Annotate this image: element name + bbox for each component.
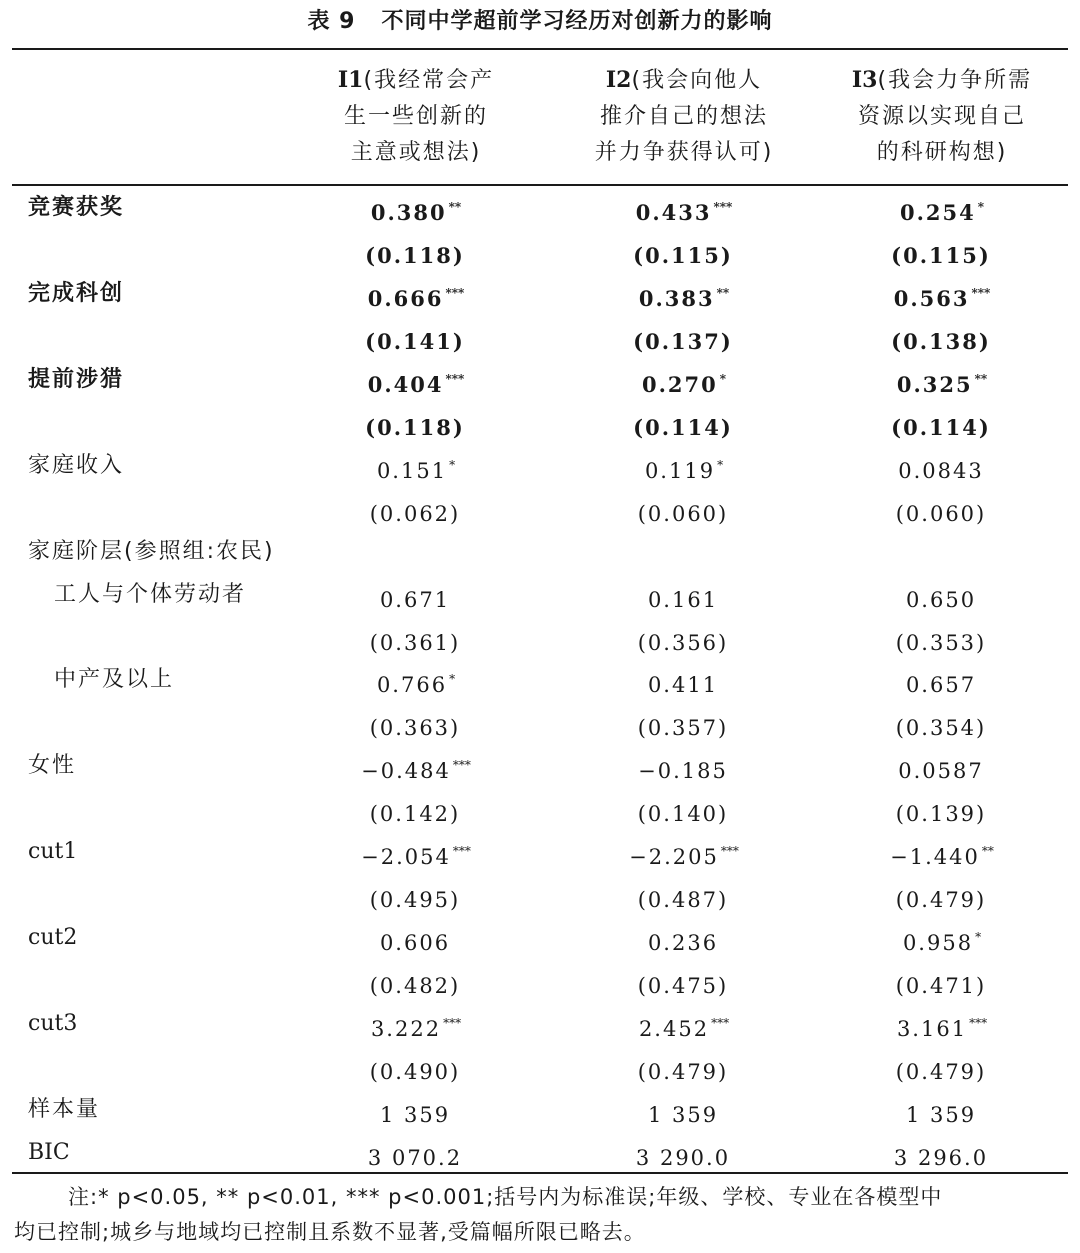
table-row — [0, 186, 1080, 229]
column-header-i2 — [564, 62, 804, 171]
coefficient: (0.479) — [637, 1060, 729, 1084]
coefficient: (0.354) — [895, 716, 987, 741]
coefficient: (0.118) — [365, 414, 465, 440]
table-row — [0, 530, 1080, 573]
cell-value-i1 — [296, 444, 536, 493]
top-rule — [12, 48, 1068, 50]
coefficient: 0.236 — [647, 931, 719, 956]
table-caption: 不同中学超前学习经历对创新力的影响 — [381, 9, 773, 34]
cell-value-i3 — [822, 701, 1062, 750]
significance-stars: *** — [713, 200, 733, 214]
cell-value-i3 — [822, 229, 1062, 277]
row-label: BIC — [28, 1139, 70, 1165]
cell-value-i1 — [296, 658, 536, 707]
cell-value-i3 — [822, 272, 1062, 320]
cell-value-i2 — [564, 658, 804, 707]
coefficient: (0.361) — [369, 630, 461, 655]
cell-value-i1 — [296, 573, 536, 622]
table-row — [0, 830, 1080, 873]
column-code: I3 — [851, 67, 878, 93]
cell-value-i3 — [822, 358, 1062, 406]
note-line-1: 注:* p<0.05, ** p<0.01, *** p<0.001;括号内为标准误;年级、学校、专业在各模型中 — [68, 1185, 943, 1209]
significance-stars: * — [977, 200, 985, 214]
table-row — [0, 658, 1080, 701]
coefficient: (0.139) — [895, 802, 987, 827]
table-row — [0, 1045, 1080, 1088]
cell-value-i3 — [822, 873, 1062, 922]
cell-value-i3 — [822, 1002, 1062, 1051]
coefficient: 0.0843 — [898, 458, 984, 483]
row-label: 样本量 — [28, 1096, 101, 1122]
cell-value-i2 — [564, 1088, 804, 1137]
cell-value-i2 — [564, 830, 804, 879]
coefficient: (0.114) — [891, 414, 991, 440]
cell-value-i3 — [822, 959, 1062, 1008]
cell-value-i2 — [564, 186, 804, 234]
cell-value-i2 — [564, 444, 804, 493]
coefficient: (0.060) — [895, 501, 987, 526]
table-row — [0, 959, 1080, 1002]
cell-value-i1 — [296, 916, 536, 965]
significance-stars: * — [717, 457, 724, 472]
cell-value-i2 — [564, 1002, 804, 1051]
coefficient: 0.958 — [902, 931, 974, 956]
significance-stars: * — [975, 930, 982, 945]
table-row — [0, 573, 1080, 616]
coefficient: 1 359 — [905, 1102, 977, 1127]
cell-value-i1 — [296, 315, 536, 363]
table-row — [0, 1131, 1080, 1174]
cell-value-i2 — [564, 701, 804, 750]
significance-stars: ** — [974, 371, 988, 386]
coefficient: (0.115) — [891, 242, 991, 268]
cell-value-i3 — [822, 658, 1062, 707]
significance-stars: ** — [448, 200, 462, 214]
coefficient: 0.411 — [647, 673, 719, 698]
table-row — [0, 229, 1080, 272]
cell-value-i3 — [822, 444, 1062, 493]
cell-value-i3 — [822, 787, 1062, 836]
coefficient: 3.161 — [896, 1017, 968, 1042]
table-row — [0, 616, 1080, 659]
cell-value-i1 — [296, 487, 536, 536]
coefficient: 0.151 — [376, 458, 448, 483]
significance-stars: *** — [452, 758, 471, 773]
column-header-i3 — [822, 62, 1062, 171]
coefficient: 0.325 — [896, 371, 973, 397]
cell-value-i2 — [564, 315, 804, 363]
cell-value-i1 — [296, 186, 536, 234]
cell-value-i2 — [564, 573, 804, 622]
cell-value-i3 — [822, 1088, 1062, 1137]
cell-value-i2 — [564, 1045, 804, 1094]
cell-value-i2 — [564, 744, 804, 793]
coefficient: 3 290.0 — [635, 1145, 731, 1170]
cell-value-i3 — [822, 916, 1062, 965]
note-line-2: 均已控制;城乡与地域均已控制且系数不显著,受篇幅所限已略去。 — [14, 1220, 646, 1244]
significance-stars: * — [719, 371, 727, 386]
cell-value-i3 — [822, 744, 1062, 793]
coefficient: 0.671 — [379, 587, 451, 612]
coefficient: (0.356) — [637, 630, 729, 655]
coefficient: 0.383 — [638, 285, 715, 311]
significance-stars: *** — [969, 1016, 988, 1031]
coefficient: (0.114) — [633, 414, 733, 440]
coefficient: (0.140) — [637, 802, 729, 827]
cell-value-i2 — [564, 229, 804, 277]
column-header-line: (我会向他人 — [631, 68, 763, 93]
row-label: 家庭阶层(参照组:农民) — [28, 538, 275, 564]
coefficient: (0.482) — [369, 974, 461, 999]
coefficient: 0.433 — [635, 200, 712, 225]
coefficient: (0.142) — [369, 802, 461, 827]
table-row — [0, 487, 1080, 530]
cell-value-i1 — [296, 1088, 536, 1137]
cell-value-i2 — [564, 272, 804, 320]
cell-value-i3 — [822, 616, 1062, 665]
coefficient: 0.0587 — [898, 759, 984, 784]
cell-value-i3 — [822, 830, 1062, 879]
cell-value-i2 — [564, 787, 804, 836]
coefficient: 0.119 — [644, 458, 716, 483]
cell-value-i1 — [296, 744, 536, 793]
coefficient: 3 070.2 — [367, 1145, 463, 1170]
coefficient: (0.495) — [369, 888, 461, 913]
coefficient: 0.254 — [899, 200, 976, 225]
cell-value-i3 — [822, 530, 1062, 579]
coefficient: (0.115) — [633, 242, 733, 268]
coefficient: −2.054 — [361, 845, 451, 870]
table-row — [0, 272, 1080, 315]
table-row — [0, 358, 1080, 401]
cell-value-i1 — [296, 530, 536, 579]
row-label: 竞赛获奖 — [28, 195, 125, 220]
cell-value-i1 — [296, 1002, 536, 1051]
coefficient: 0.380 — [370, 200, 447, 225]
coefficient: 0.657 — [905, 673, 977, 698]
cell-value-i1 — [296, 401, 536, 449]
cell-value-i3 — [822, 573, 1062, 622]
coefficient: 3.222 — [370, 1017, 442, 1042]
table-row — [0, 916, 1080, 959]
table-row — [0, 744, 1080, 787]
column-code: I2 — [605, 67, 632, 93]
column-header-i1 — [296, 62, 536, 171]
table-row — [0, 787, 1080, 830]
significance-stars: *** — [971, 285, 991, 300]
cell-value-i1 — [296, 272, 536, 320]
coefficient: −0.484 — [361, 759, 451, 784]
coefficient: 0.563 — [893, 285, 970, 311]
coefficient: (0.141) — [365, 328, 465, 354]
table-title — [0, 4, 1080, 35]
coefficient: −1.440 — [890, 845, 980, 870]
coefficient: (0.490) — [369, 1060, 461, 1084]
coefficient: 0.270 — [641, 371, 718, 397]
table-number: 表 9 — [307, 9, 356, 34]
coefficient: −2.205 — [629, 845, 719, 870]
column-header-line: (我经常会产 — [363, 68, 495, 93]
table-row — [0, 1002, 1080, 1045]
column-header-line: 生一些创新的 — [343, 104, 488, 129]
coefficient: 2.452 — [638, 1017, 710, 1042]
cell-value-i1 — [296, 701, 536, 750]
coefficient: (0.062) — [369, 501, 461, 526]
row-label: 中产及以上 — [54, 667, 175, 693]
significance-stars: *** — [445, 285, 465, 300]
coefficient: 0.404 — [367, 371, 444, 397]
table-row — [0, 1088, 1080, 1131]
cell-value-i3 — [822, 315, 1062, 363]
coefficient: 0.666 — [367, 285, 444, 311]
coefficient: (0.487) — [637, 888, 729, 913]
column-header-line: 主意或想法) — [350, 140, 482, 165]
column-header-line: 并力争获得认可) — [594, 140, 774, 165]
significance-stars: *** — [720, 844, 739, 859]
coefficient: (0.118) — [365, 242, 465, 268]
table-row — [0, 701, 1080, 744]
table-note — [14, 1180, 1070, 1250]
coefficient: (0.363) — [369, 716, 461, 741]
row-label: cut3 — [28, 1011, 78, 1037]
cell-value-i1 — [296, 616, 536, 665]
significance-stars: ** — [981, 844, 994, 859]
column-header-line: 资源以实现自己 — [857, 104, 1026, 129]
row-label: 提前涉猎 — [28, 366, 125, 392]
table-row — [0, 444, 1080, 487]
significance-stars: ** — [716, 285, 730, 300]
coefficient: −0.185 — [638, 759, 728, 784]
coefficient: 0.650 — [905, 587, 977, 612]
row-label: 完成科创 — [28, 280, 125, 306]
cell-value-i1 — [296, 787, 536, 836]
table-row — [0, 401, 1080, 444]
cell-value-i2 — [564, 530, 804, 579]
row-label: cut1 — [28, 839, 78, 865]
significance-stars: * — [449, 672, 456, 687]
coefficient: (0.475) — [637, 974, 729, 999]
bottom-rule — [12, 1172, 1068, 1174]
column-header-line: 的科研构想) — [876, 140, 1008, 165]
row-label: 工人与个体劳动者 — [54, 581, 247, 607]
column-header-line: (我会力争所需 — [877, 68, 1033, 93]
table-row — [0, 873, 1080, 916]
cell-value-i3 — [822, 1045, 1062, 1094]
coefficient: (0.137) — [633, 328, 733, 354]
cell-value-i2 — [564, 916, 804, 965]
cell-value-i2 — [564, 401, 804, 449]
significance-stars: *** — [445, 371, 465, 386]
cell-value-i2 — [564, 616, 804, 665]
row-label: cut2 — [28, 925, 78, 951]
coefficient: (0.357) — [637, 716, 729, 741]
coefficient: (0.479) — [895, 1060, 987, 1084]
cell-value-i1 — [296, 873, 536, 922]
cell-value-i1 — [296, 1045, 536, 1094]
cell-value-i3 — [822, 186, 1062, 234]
cell-value-i1 — [296, 959, 536, 1008]
column-code: I1 — [337, 67, 364, 93]
table-row — [0, 315, 1080, 358]
significance-stars: *** — [452, 844, 471, 859]
cell-value-i3 — [822, 487, 1062, 536]
significance-stars: * — [449, 457, 456, 472]
significance-stars: *** — [443, 1016, 462, 1031]
row-label: 家庭收入 — [28, 452, 125, 478]
coefficient: (0.479) — [895, 888, 987, 913]
coefficient: 0.606 — [379, 931, 451, 956]
coefficient: (0.060) — [637, 501, 729, 526]
cell-value-i3 — [822, 401, 1062, 449]
cell-value-i2 — [564, 873, 804, 922]
coefficient: 1 359 — [379, 1102, 451, 1127]
coefficient: 0.161 — [647, 587, 719, 612]
cell-value-i2 — [564, 959, 804, 1008]
coefficient: (0.353) — [895, 630, 987, 655]
coefficient: (0.138) — [891, 328, 991, 354]
cell-value-i2 — [564, 358, 804, 406]
significance-stars: *** — [711, 1016, 730, 1031]
cell-value-i2 — [564, 487, 804, 536]
coefficient: (0.471) — [895, 974, 987, 999]
cell-value-i1 — [296, 358, 536, 406]
column-header-line: 推介自己的想法 — [599, 104, 768, 129]
row-label: 女性 — [28, 753, 77, 779]
cell-value-i1 — [296, 229, 536, 277]
coefficient: 1 359 — [647, 1102, 719, 1127]
coefficient: 3 296.0 — [893, 1145, 989, 1170]
coefficient: 0.766 — [376, 673, 448, 698]
cell-value-i1 — [296, 830, 536, 879]
